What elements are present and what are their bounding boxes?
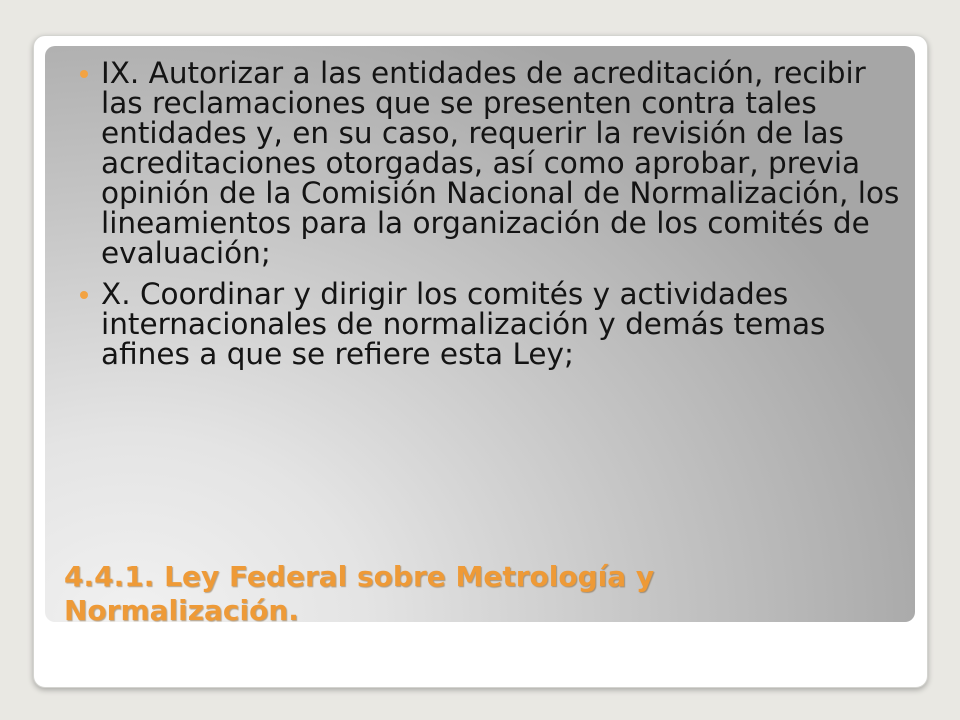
list-item <box>80 58 908 268</box>
bullet-text: X. Coordinar y dirigir los comités y actividades internacionales de normalización y demás temas afines a que se refiere esta Ley; <box>101 277 826 371</box>
slide-title: 4.4.1. Ley Federal sobre Metrología y Normalización. <box>64 560 655 627</box>
bullet-list <box>80 58 908 380</box>
bullet-text: IX. Autorizar a las entidades de acreditación, recibir las reclamaciones que se presenten contra tales entidades y, en su caso, requerir la revisión de las acreditaciones otorgadas, así como aprobar, previa opinión de la Comisión Nacional de Normalización, los lineamientos para la organización de los comités de evaluación; <box>101 56 900 270</box>
bullet-dot-icon <box>80 291 88 299</box>
list-item <box>80 279 908 369</box>
bullet-dot-icon <box>80 70 88 78</box>
